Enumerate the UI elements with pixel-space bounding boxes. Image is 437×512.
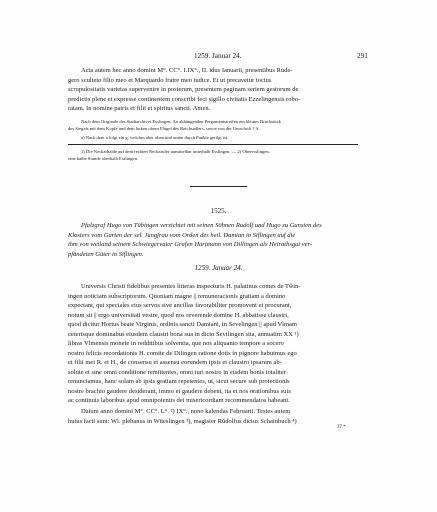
document-date: 1259. Januar 24. (194, 264, 243, 272)
text-line: notum sit || ergo universitati vestre, quod nos reverende domine H. abbatisse claustri, (68, 311, 289, 319)
page-number: 291 (357, 52, 368, 60)
text-line: Acta autem hec anno domini M°. CC°. LIX°., II. idus Ianuarii, presentibus Rude- (81, 67, 293, 74)
regest-line: Klosters vom Garten der sel. Jungfrau vom Orden des heil. Damian in Siflingen auf die (68, 231, 296, 239)
text-line: ratam. In nomine patris et filii et spiritus sancti. Amen. (68, 105, 211, 112)
text-line: libras Vlmensis monete in redditibus solventia, que nos aliquanto tempore a socero (68, 340, 284, 347)
section-divider (190, 186, 247, 187)
text-line: nostre brachio gaudere desiderant, immo et gaudere debent, ita et nos orationibus suis (68, 387, 291, 395)
text-line: Universis Christi fidelibus presentes litteras inspecturis H. palatinus comes de Tw̆in- (81, 283, 301, 290)
text-line: Datum anno domini M°. CC°. L°. ²) IX°., nono kalendas Februarii. Testes autem (81, 408, 291, 415)
footnote-line: 1) Die Neckarhalde auf dem rechten Neckarufer unmittelbar unterhalb Esslingen. — 2) Oberesslingen, (81, 149, 270, 154)
apparatus-note: a) Nach dem a folgt ein g, welches aber oben und unten durch Punkte getilgt ist. (81, 135, 229, 140)
text-line: scrupulositatis varietas supervenire in posterum, presentem paginam seriem gestorum de (68, 86, 299, 93)
text-line: expectant, qui speciales eius servos sive ancillas favorabiliter promovent et procurant, (68, 302, 292, 309)
footnote-line: eine halbe Stunde oberhalb Esslingen. (68, 155, 139, 161)
text-line: solute et sine omni conditione remittentes, omni iuri nostro in eisdem bonis totaliter (68, 368, 286, 376)
text-line: gero sculteto filio meo et Marquardo fratre meo iudice. Et ut precavetur tocius (68, 76, 272, 84)
running-header-date: 1259. Januar 24. (194, 52, 242, 60)
text-line: huius facti sunt: Wl. plebanus in Witeslingen ³), magister Rŭdolfus dictus Schainbuch ⁴) (68, 417, 297, 425)
text-line: predictis plene et expresse continentem conscribi feci sigillo civitatis Ezzelingensis robo- (68, 95, 301, 103)
note-line: Nach dem Originale des Stadtarchives Esslingen. An abhängenden Pergamentstreifen ein kleines Bruchstück (81, 119, 281, 124)
text-line: ingen noticiam subscriptorum. Quoniam magne || remuneracionis gratiam a domino (68, 292, 286, 300)
text-line: renunciamus, hanc solam ab ipsis gratiam repetentes, ut, sicut secure sub protectionis (68, 378, 290, 385)
text-line: quod dicitur Hortus beate Virginis, ordinis sancti Damiani, in Sevelingen || apud Vlmam (68, 321, 297, 328)
regest-line: pfändeten Güter in Siflingen. (68, 250, 144, 258)
note-line: des Siegels mit dem Kopfe und dem linken obern Flügel des Reichsadlers, sowie von der Umschrift † S. (68, 125, 260, 131)
text-line: nostro felicis recordationis H. comite de Dilingen ratione dotis in pignore habuimus ego (68, 349, 297, 357)
sheet-signature: 37 * (337, 425, 346, 430)
text-line: ceterisque dominabus eiusdem claustri bona sua in dicto Sevilingen sita, annuatim XX ¹) (68, 330, 299, 338)
footnote-rule (68, 144, 358, 145)
document-number: 1525. (210, 207, 227, 215)
text-line: et filii mei R. et H., de consensu et assensu eorundem ipsis et claustro ipsarum ab- (68, 359, 282, 366)
regest-line: ihm von weiland seinem Schwiegervater Grafen Hartmann von Dillingen als Heirathsgut ver- (68, 241, 313, 248)
regest-line: Pfalzgraf Hugo von Tübingen verzichtet mit seinen Söhnen Rudolf und Hugo zu Gunsten des (81, 222, 322, 229)
text-line: ac continuis laboribus apud omnipotentis dei misericordiam recommendatos habeant. (68, 397, 290, 404)
